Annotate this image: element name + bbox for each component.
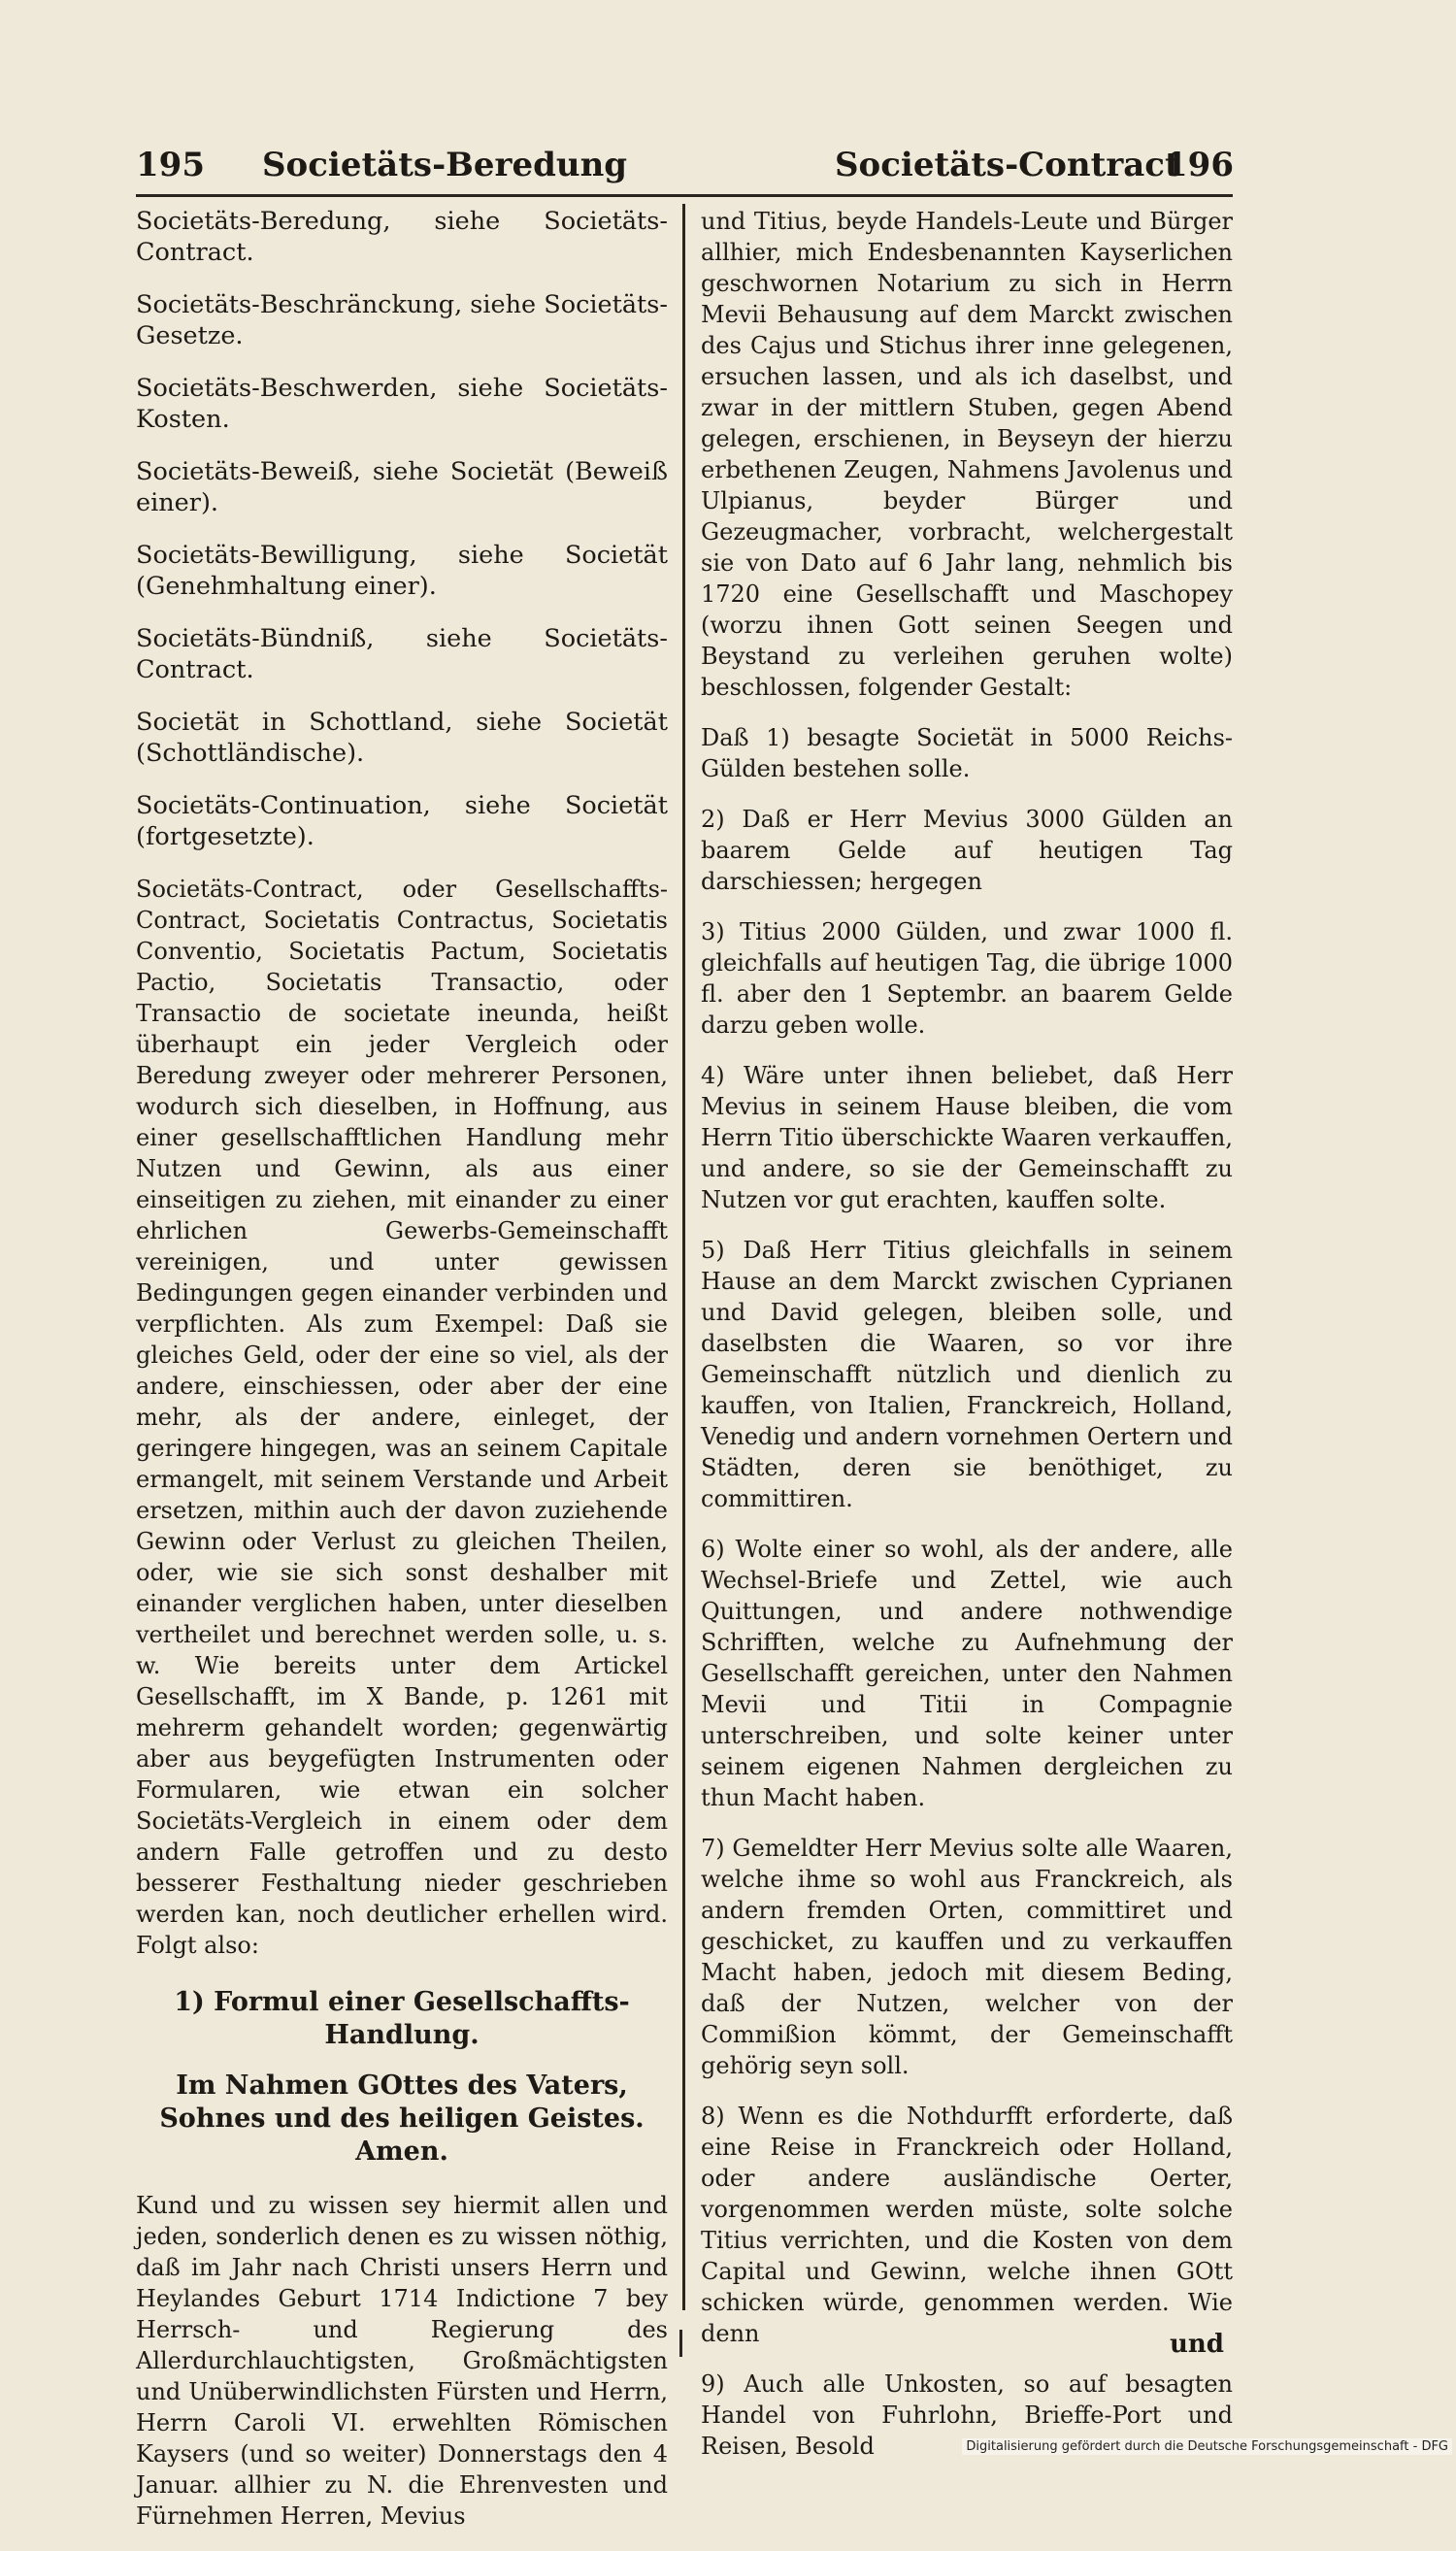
contract-clause: 5) Daß Herr Titius gleichfalls in seinem Hause an dem Marckt zwischen Cyprianen und David gelegen, bleiben solle, und daselbsten die Waaren, so vor ihre Gemeinschafft nützlich und dienlich zu kauffen, von Italien, Franckreich, Holland, Venedig und andern vornehmen Oertern und Städten, deren sie benöthiget, zu committiren. bbox=[701, 1237, 1233, 1512]
right-page-number: 196 bbox=[1165, 146, 1234, 184]
cross-reference-entry: Societäts-Beweiß, siehe Societät (Beweiß einer). bbox=[136, 457, 668, 517]
cross-reference-entry: Societäts-Bewilligung, siehe Societät (Genehmhaltung einer). bbox=[136, 541, 668, 601]
contract-clause: 3) Titius 2000 Gülden, und zwar 1000 fl. gleichfalls auf heutigen Tag, die übrige 1000 fl. aber den 1 Septembr. an baarem Gelde darzu geben wolle. bbox=[701, 918, 1233, 1039]
cross-reference-entry: Societäts-Beschwerden, siehe Societäts-Kosten. bbox=[136, 374, 668, 434]
header-rule bbox=[136, 194, 1233, 197]
digitization-footer: Digitalisierung gefördert durch die Deutsche Forschungsgemeinschaft - DFG bbox=[962, 2438, 1452, 2455]
contract-clause: Daß 1) besagte Societät in 5000 Reichs-Gülden bestehen solle. bbox=[701, 724, 1233, 782]
contract-clause: 4) Wäre unter ihnen beliebet, daß Herr Mevius in seinem Hause bleiben, die vom Herrn Titio überschickte Waaren verkauffen, und andere, so sie der Gemeinschafft zu Nutzen vor gut erachten, kauffen solte. bbox=[701, 1062, 1233, 1213]
cross-reference-entry: Societäts-Beredung, siehe Societäts-Contract. bbox=[136, 207, 668, 267]
cross-reference-entry: Societäts-Continuation, siehe Societät (fortgesetzte). bbox=[136, 791, 668, 851]
cross-reference-entry: Societäts-Beschränckung, siehe Societäts-Gesetze. bbox=[136, 290, 669, 350]
left-column bbox=[136, 206, 668, 2551]
right-running-title: Societäts-Contract bbox=[835, 146, 1180, 184]
contract-clause: 7) Gemeldter Herr Mevius solte alle Waaren, welche ihme so wohl aus Franckreich, als andern fremden Orten, committiret und geschicket, zu kauffen und zu verkauffen Macht haben, jedoch mit diesem Beding, daß der Nutzen, welcher von der Commißion kömmt, der Gemeinschafft gehörig seyn soll. bbox=[701, 1835, 1233, 2079]
cross-reference-entry: Societät in Schottland, siehe Societät (Schottländische). bbox=[136, 708, 668, 768]
contract-clause: 8) Wenn es die Nothdurfft erforderte, daß eine Reise in Franckreich oder Holland, oder andere ausländische Oerter, vorgenommen werden müste, solte solche Titius verrichten, und die Kosten von dem Capital und Gewinn, welche ihnen GOtt schicken würde, genommen werden. Wie denn bbox=[701, 2103, 1233, 2347]
deed-body bbox=[136, 2190, 668, 2532]
contract-clause: 2) Daß er Herr Mevius 3000 Gülden an baarem Gelde auf heutigen Tag darschiessen; hergegen bbox=[701, 806, 1233, 895]
article-body bbox=[136, 874, 668, 1961]
right-column bbox=[701, 206, 1233, 2481]
column-divider bbox=[682, 204, 685, 2310]
section-heading: 1) Formul einer Gesellschaffts-Handlung. bbox=[174, 1987, 630, 2050]
invocation-heading: Im Nahmen GOttes des Vaters, Sohnes und des heiligen Geistes. Amen. bbox=[159, 2071, 645, 2167]
running-head bbox=[136, 146, 1233, 194]
contract-clause: 6) Wolte einer so wohl, als der andere, alle Wechsel-Briefe und Zettel, wie auch Quittungen, und andere nothwendige Schrifften, welche zu Aufnehmung der Gesellschafft gereichen, unter den Nahmen Mevii und Titii in Compagnie unterschreiben, und solte keiner unter seinem eigenen Nahmen dergleichen zu thun Macht haben. bbox=[701, 1536, 1233, 1811]
contract-clause: 9) Auch alle Unkosten, so auf besagten Handel von Fuhrlohn, Brieffe-Port und Reisen, Besold bbox=[701, 2370, 1233, 2460]
bottom-mark bbox=[679, 2330, 682, 2357]
deed-paragraph: Kund und zu wissen sey hiermit allen und jeden, sonderlich denen es zu wissen nöthig, daß im Jahr nach Christi unsers Herrn und Heylandes Geburt 1714 Indictione 7 bey Herrsch- und Regierung des Allerdurchlauchtigsten, Großmächtigsten und Unüberwindlichsten Fürsten und Herrn, Herrn Caroli VI. erwehlten Römischen Kaysers (und so weiter) Donnerstags den 4 Januar. allhier zu N. die Ehrenvesten und Fürnehmen Herren, Mevius bbox=[136, 2192, 668, 2530]
cross-reference-entry: Societäts-Bündniß, siehe Societäts-Contract. bbox=[136, 624, 668, 684]
article-definition-paragraph: Societäts-Contract, oder Gesellschaffts-Contract, Societatis Contractus, Societatis Conventio, Societatis Pactum, Societatis Pactio, Societatis Transactio, oder Transactio de societate ineunda, heißt überhaupt ein jeder Vergleich oder Beredung zweyer oder mehrerer Personen, wodurch sich dieselben, in Hoffnung, aus einer gesellschafftlichen Handlung mehr Nutzen und Gewinn, als aus einer einseitigen zu ziehen, mit einander zu einer ehrlichen Gewerbs-Gemeinschafft vereinigen, und unter gewissen Bedingungen gegen einander verbinden und verpflichten. Als zum Exempel: Daß sie gleiches Geld, oder der eine so viel, als der andere, einschiessen, oder aber der eine mehr, als der andere, einleget, der geringere hingegen, was an seinem Capitale ermangelt, mit seinem Verstande und Arbeit ersetzen, mithin auch der davon zuziehende Gewinn oder Verlust zu gleichen Theilen, oder, wie sie sich sonst deshalber mit einander verglichen haben, unter dieselben vertheilet und berechnet werden solle, u. s. w. Wie bereits unter dem Artickel Gesellschafft, im X Bande, p. 1261 mit mehrerm gehandelt worden; gegenwärtig aber aus beygefügten Instrumenten oder Formularen, wie etwan ein solcher Societäts-Vergleich in einem oder dem andern Falle getroffen und zu desto besserer Festhaltung nieder geschrieben werden kan, noch deutlicher erhellen wird. Folgt also: bbox=[136, 876, 668, 1959]
left-running-title: Societäts-Beredung bbox=[262, 146, 628, 184]
catchword: und bbox=[1170, 2330, 1224, 2359]
left-page-number: 195 bbox=[136, 146, 205, 184]
deed-continuation-paragraph: und Titius, beyde Handels-Leute und Bürger allhier, mich Endesbenannten Kayserlichen geschwornen Notarium zu sich in Herrn Mevii Behausung auf dem Marckt zwischen des Cajus und Stichus ihrer inne gelegenen, ersuchen lassen, und als ich daselbst, und zwar in der mittlern Stuben, gegen Abend gelegen, erschienen, in Beyseyn der hierzu erbethenen Zeugen, Nahmens Javolenus und Ulpianus, beyder Bürger und Gezeugmacher, vorbracht, welchergestalt sie von Dato auf 6 Jahr lang, nehmlich bis 1720 eine Gesellschafft und Maschopey (worzu ihnen Gott seinen Seegen und Beystand zu verleihen geruhen wolte) beschlossen, folgender Gestalt: bbox=[701, 208, 1233, 701]
